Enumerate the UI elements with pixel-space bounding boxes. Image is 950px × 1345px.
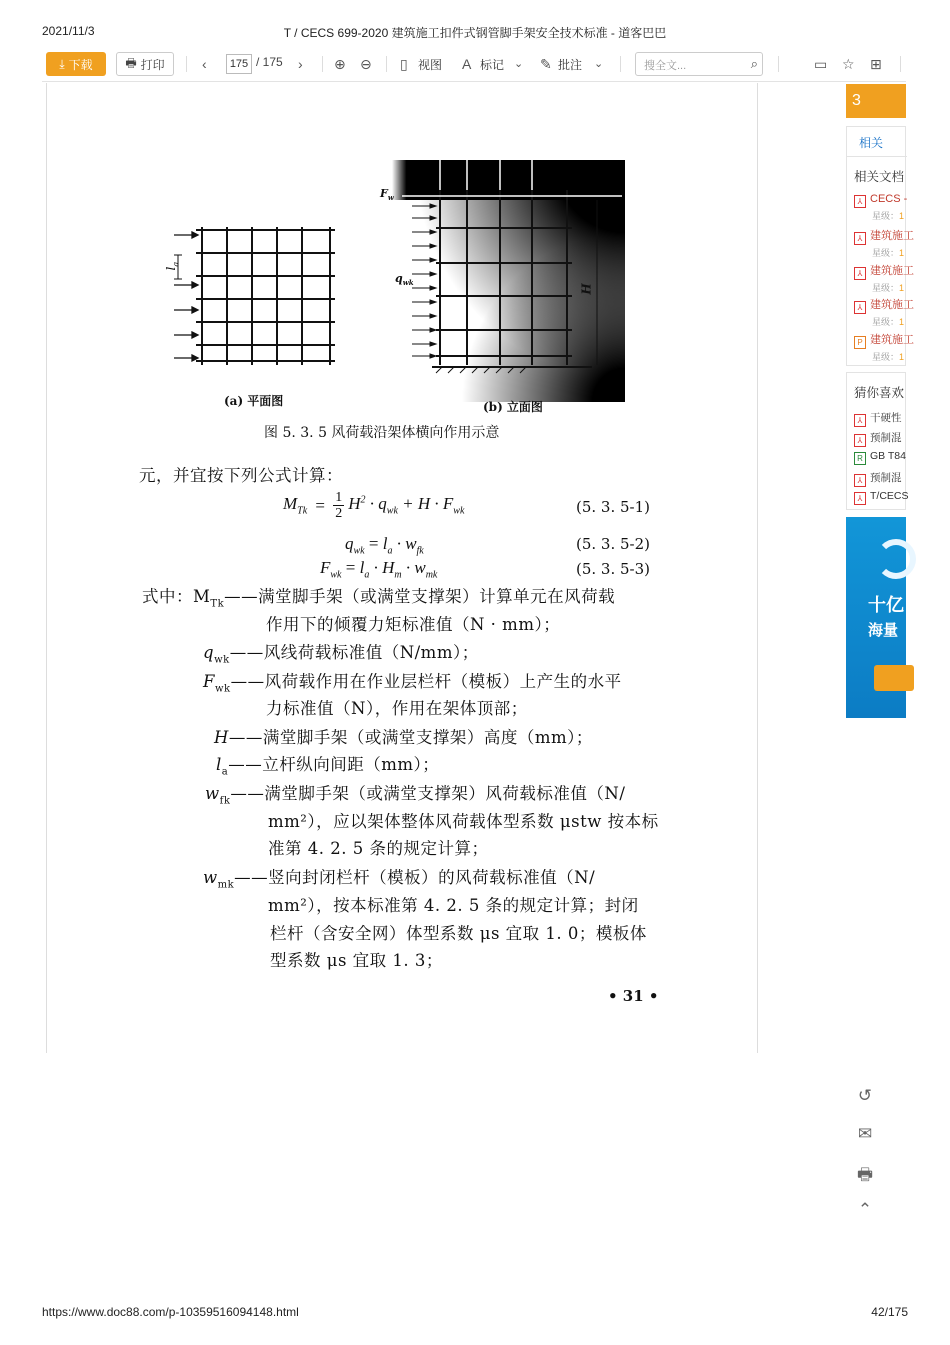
reload-icon[interactable]: ↺ [857,1086,873,1105]
pdf-icon: ⅄ [854,195,866,208]
ad-headline: 十亿 [868,595,904,615]
formula-5-3-5-3: $F_{wk} = l_a \cdot H_m \cdot w_{mk}$ [320,558,438,581]
ad-subline: 海量 [868,622,899,639]
definition-item: 式中：$M_{Tk}——$满堂脚手架（或满堂支撑架）计算单元在风荷载 [142,587,616,610]
label-qwk: $q_{wk}$ [395,272,414,288]
definition-continued: mm²），按本标准第 4. 2. 5 条的规定计算；封闭 [268,896,639,915]
definition-item: $w_{mk}——$竖向封闭栏杆（模板）的风荷载标准值（N/ [203,868,596,891]
printer-icon: 🖶 [125,55,137,70]
pdf-icon: ⅄ [854,267,866,280]
print-icon[interactable]: 🖶 [856,1165,874,1184]
label-la: $l_a$ [164,261,181,271]
guess-doc-item[interactable]: ⅄ T/CECS [854,490,909,505]
search-placeholder: 搜全文... [644,60,687,72]
sidebar-ad-banner[interactable] [846,517,906,718]
tab-related[interactable]: 相关 [847,127,907,157]
definition-continued: 力标准值（N），作用在架体顶部； [266,699,528,718]
related-doc-item[interactable]: ⅄ 建筑施工 星级：1 [854,296,914,328]
chevron-down-icon[interactable]: ⌄ [594,58,604,70]
toolbar-divider [778,56,779,72]
star-icon[interactable]: ☆ [842,56,855,72]
wechat-icon[interactable]: ✉ [857,1124,873,1143]
equation-number: (5. 3. 5-1) [576,498,651,516]
definition-item: $w_{fk}——$满堂脚手架（或满堂支撑架）风荷载标准值（N/ [205,784,626,807]
guess-doc-item[interactable]: ⅄ 预制混 [854,430,902,447]
pdf-icon: ⅄ [854,301,866,314]
prev-page-icon[interactable]: ‹ [202,56,207,72]
related-panel [846,126,914,366]
related-doc-item[interactable]: ⅄ 建筑施工 星级：1 [854,227,914,259]
zoom-in-icon[interactable]: ⊕ [334,56,346,72]
label-fw: $F_w$ [380,187,394,203]
definition-item: H——满堂脚手架（或满堂支撑架）高度（mm）； [214,728,593,747]
annotate-menu[interactable]: 批注 [558,58,583,72]
intro-paragraph: 元，并宜按下列公式计算： [139,466,343,485]
page-number: • 31 • [608,987,659,1005]
formula-5-3-5-1: $M_{Tk}$ = $\frac{1}{2}$ $H^2 \cdot q_{wk} + H \cdot F_{wk}$ [283,490,465,521]
guess-panel [846,372,909,510]
toolbar-divider [386,56,387,72]
related-doc-item[interactable]: P 建筑施工 星级：1 [854,331,914,363]
print-date: 2021/11/3 [42,24,95,38]
guess-doc-item[interactable]: ⅄ 预制混 [854,470,902,487]
download-button[interactable] [46,52,106,76]
figure-title: 图 5. 3. 5 风荷载沿架体横向作用示意 [264,425,500,441]
print-url: https://www.doc88.com/p-10359516094148.html [42,1305,299,1319]
pdf-icon: ⅄ [854,414,866,427]
equation-number: (5. 3. 5-3) [576,560,651,578]
add-file-icon[interactable]: ⊞ [870,56,882,72]
toolbar-divider [900,56,901,72]
toolbar-divider [620,56,621,72]
toolbar-divider [186,56,187,72]
definition-item: $F_{wk}——$风荷载作用在作业层栏杆（模板）上产生的水平 [203,672,622,695]
definition-continued: 准第 4. 2. 5 条的规定计算； [268,839,489,858]
annotate-icon[interactable]: ✎ [540,56,552,72]
related-doc-item[interactable]: ⅄ 建筑施工 星级：1 [854,262,914,294]
caption-b: (b) 立面图 [483,400,543,414]
pdf-icon: ⅄ [854,474,866,487]
download-label: 下载 [68,57,93,72]
toolbar-divider [322,56,323,72]
ad-logo-icon [876,539,916,579]
sidebar-top-button[interactable]: 3 [846,84,906,118]
page-total: / 175 [256,55,283,69]
pdf-icon: ⅄ [854,232,866,245]
guess-doc-item[interactable]: R GB T84 [854,450,906,465]
ppt-icon: P [854,336,866,349]
related-doc-item[interactable]: ⅄ CECS - 星级：1 [854,193,907,222]
print-page-count: 42/175 [871,1305,908,1319]
guess-heading: 猜你喜欢 [854,386,905,400]
viewer-toolbar [42,46,906,82]
next-page-icon[interactable]: › [298,56,303,72]
download-icon: ⤓ [59,56,65,71]
back-to-top-icon[interactable]: ⌃ [857,1200,873,1219]
pdf-icon: ⅄ [854,492,866,505]
print-label: 打印 [140,57,165,72]
doc-icon: R [854,452,866,465]
caption-a: (a) 平面图 [224,394,284,408]
view-icon[interactable]: ▯ [400,56,408,72]
mark-menu[interactable]: 标记 [480,58,505,72]
formula-5-3-5-2: $q_{wk} = l_a \cdot w_{fk}$ [345,534,424,557]
definition-item: $l_a——$立杆纵向间距（mm）； [216,755,440,778]
definition-continued: 栏杆（含安全网）体型系数 μs 宜取 1. 0；模板体 [270,924,647,943]
zoom-out-icon[interactable]: ⊖ [360,56,372,72]
pdf-icon: ⅄ [854,434,866,447]
guess-doc-item[interactable]: ⅄ 干硬性 [854,410,902,427]
search-icon[interactable]: ⌕ [750,56,758,71]
print-title: T / CECS 699-2020 建筑施工扣件式钢管脚手架安全技术标准 - 道客巴巴 [283,26,667,40]
equation-number: (5. 3. 5-2) [576,535,651,553]
chevron-down-icon[interactable]: ⌄ [514,58,524,70]
definition-continued: 型系数 μs 宜取 1. 3； [270,951,443,970]
label-H: H [579,283,594,295]
ad-cta-button[interactable] [874,665,914,691]
definition-continued: mm²），应以架体整体风荷载体型系数 μstw 按本标 [268,812,659,831]
save-icon[interactable]: ▭ [814,56,828,72]
figure-a-plan-grid [170,215,345,375]
definition-item: $q_{wk}——$风线荷载标准值（N/mm）； [203,643,479,666]
print-button[interactable] [116,52,174,76]
definition-continued: 作用下的倾覆力矩标准值（N · mm）； [266,615,561,634]
figure-b-elevation [392,160,625,402]
mark-icon[interactable]: A [462,56,472,72]
page-number-input[interactable]: 175 [226,54,252,74]
search-input[interactable] [635,52,763,76]
view-menu[interactable]: 视图 [418,58,443,72]
related-heading: 相关文档 [854,170,905,184]
